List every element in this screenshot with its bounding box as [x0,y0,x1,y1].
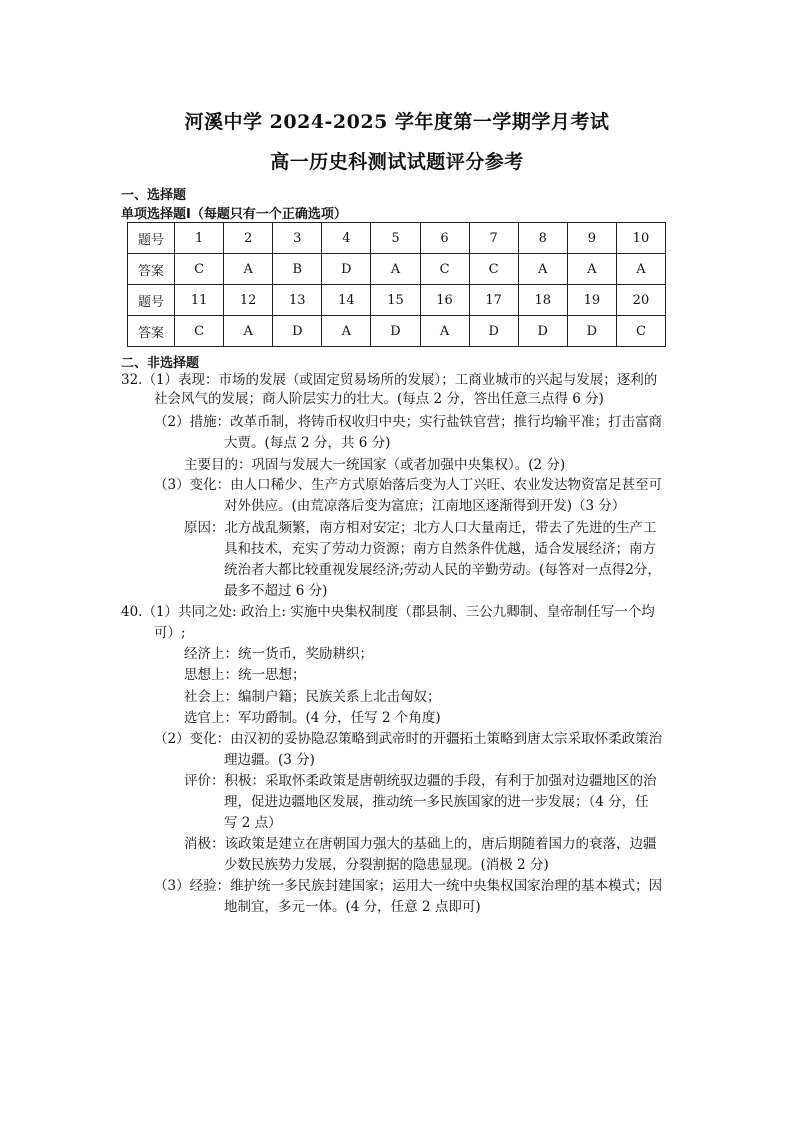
answer-letter-cell: A [322,316,371,347]
text-line: 原因：北方战乱频繁，南方相对安定；北方人口大量南迁，带去了先进的生产工 [184,520,657,536]
text-line: （2）措施：改革币制，将铸币权收归中央；实行盐铁官营；推行均输平准；打击富商 [154,414,663,430]
answer-letter-cell: C [420,254,469,285]
question-number-cell: 8 [518,223,567,254]
text-line: 少数民族势力发展，分裂割据的隐患显现。(消极 2 分) [224,857,549,873]
text-line: 可）; [154,625,186,641]
text-line: 大贾。(每点 2 分，共 6 分) [224,435,391,451]
question-number-cell: 16 [420,285,469,316]
subsection-heading-single-choice: 单项选择题Ⅰ（每题只有一个正确选项） [121,207,347,222]
question-number-cell: 4 [322,223,371,254]
text-line: 理，促进边疆地区发展，推动统一多民族国家的进一步发展；（4 分，任 [224,794,649,810]
text-line: 统治者大都比较重视发展经济;劳动人民的辛勤劳动。(每答对一点得2分， [224,562,661,578]
answer-letter-cell: A [518,254,567,285]
text-line: 思想上：统一思想； [184,667,306,683]
text-line: 40.（1）共同之处: 政治上: 实施中央集权制度（郡县制、三公九卿制、皇帝制任写一个均 [121,604,655,620]
answer-letter-cell: A [371,254,420,285]
text-line: 消极：该政策是建立在唐朝国力强大的基础上的，唐后期随着国力的衰落，边疆 [184,836,657,852]
row-label: 答案 [128,316,175,347]
question-number-cell: 14 [322,285,371,316]
answer-letter-cell: D [469,316,518,347]
text-line: 评价：积极：采取怀柔政策是唐朝统驭边疆的手段，有利于加强对边疆地区的治 [184,773,657,789]
text-line: 社会上：编制户籍；民族关系上北击匈奴； [184,689,441,705]
question-number-cell: 18 [518,285,567,316]
exam-subtitle: 高一历史科测试试题评分参考 [270,151,524,173]
answer-letter-cell: C [175,316,224,347]
question-number-cell: 17 [469,285,518,316]
answer-letter-cell: A [567,254,616,285]
text-line: （2）变化：由汉初的妥协隐忍策略到武帝时的开疆拓土策略到唐太宗采取怀柔政策治 [154,731,663,747]
text-line: （3）经验：维护统一多民族封建国家；运用大一统中央集权国家治理的基本模式；因 [154,878,663,894]
question-number-cell: 15 [371,285,420,316]
answer-letter-cell: A [224,254,273,285]
answer-letter-cell: C [175,254,224,285]
question-number-cell: 2 [224,223,273,254]
text-line: 32.（1）表现：市场的发展（或固定贸易场所的发展）；工商业城市的兴起与发展；逐利的 [121,372,658,388]
text-line: 具和技术，充实了劳动力资源；南方自然条件优越，适合发展经济；南方 [224,541,656,557]
answer-letter-cell: A [420,316,469,347]
question-number-cell: 6 [420,223,469,254]
text-line: 经济上：统一货币，奖励耕织； [184,646,373,662]
question-number-cell: 10 [616,223,665,254]
answer-letter-cell: A [616,254,665,285]
text-line: 社会风气的发展；商人阶层实力的壮大。(每点 2 分，答出任意三点得 6 分) [154,391,604,407]
section-heading-nonchoice: 二、非选择题 [121,356,200,371]
row-label: 题号 [128,223,175,254]
answer-row [128,316,666,347]
section-heading-choice: 一、选择题 [121,188,187,203]
answer-letter-cell: D [518,316,567,347]
answer-letter-cell: D [567,316,616,347]
question-number-cell: 19 [567,285,616,316]
exam-title: 河溪中学 2024-2025 学年度第一学期学月考试 [184,111,610,133]
text-line: 地制宜，多元一体。(4 分，任意 2 点即可) [224,899,481,915]
answer-letter-cell: B [273,254,322,285]
text-line: 对外供应。(由荒凉落后变为富庶；江南地区逐渐得到开发)（3 分） [224,498,626,514]
text-line: 选官上：军功爵制。(4 分，任写 2 个角度) [184,710,441,726]
question-number-cell: 7 [469,223,518,254]
answer-row [128,254,666,285]
answer-letter-cell: C [616,316,665,347]
question-number-cell: 13 [273,285,322,316]
question-number-cell: 11 [175,285,224,316]
answer-letter-cell: C [469,254,518,285]
text-line: 主要目的：巩固与发展大一统国家（或者加强中央集权）。(2 分) [184,457,566,473]
text-line: 最多不超过 6 分) [224,583,328,599]
question-number-cell: 1 [175,223,224,254]
question-number-cell: 3 [273,223,322,254]
row-label: 题号 [128,285,175,316]
question-number-row [128,223,666,254]
question-number-cell: 9 [567,223,616,254]
question-number-cell: 5 [371,223,420,254]
answer-table [127,222,666,347]
question-number-cell: 12 [224,285,273,316]
text-line: 写 2 点） [224,815,282,831]
text-line: 理边疆。(3 分) [224,752,315,768]
question-number-cell: 20 [616,285,665,316]
answer-letter-cell: D [371,316,420,347]
answer-letter-cell: D [322,254,371,285]
question-number-row [128,285,666,316]
answer-letter-cell: D [273,316,322,347]
text-line: （3）变化：由人口稀少、生产方式原始落后变为人丁兴旺、农业发达物资富足甚至可 [154,477,663,493]
answer-letter-cell: A [224,316,273,347]
row-label: 答案 [128,254,175,285]
